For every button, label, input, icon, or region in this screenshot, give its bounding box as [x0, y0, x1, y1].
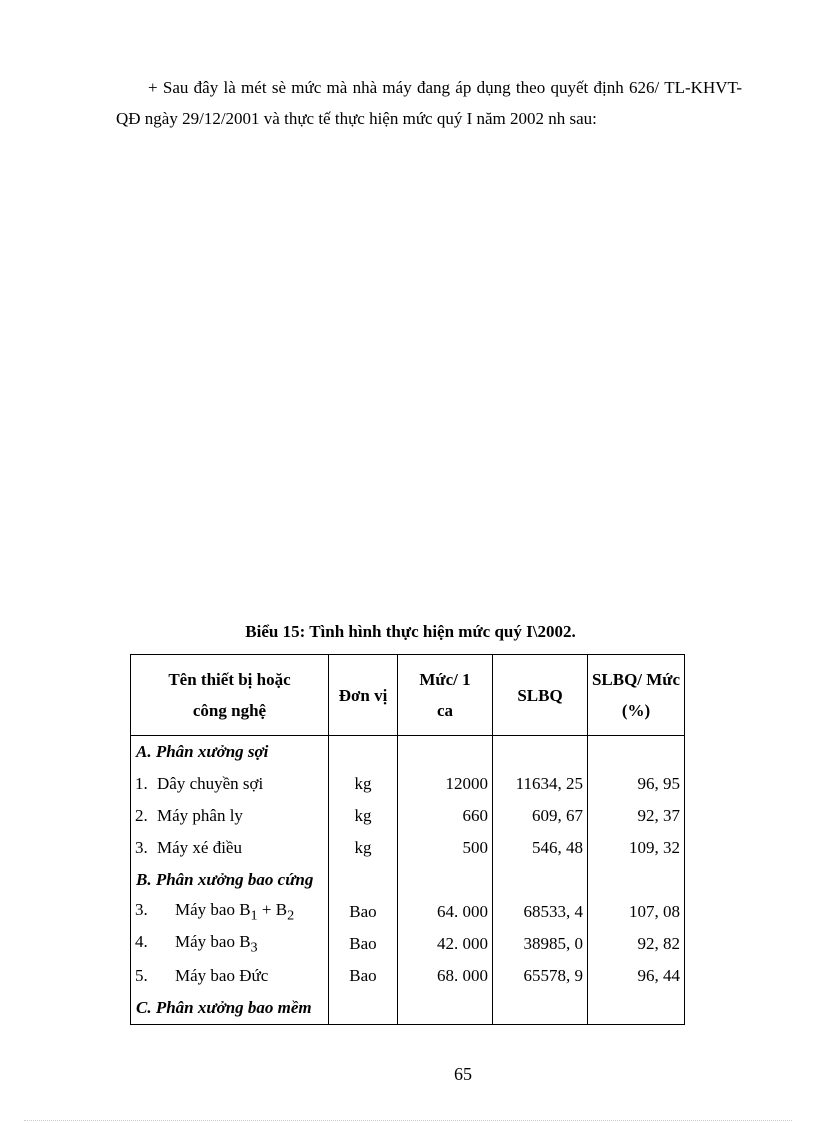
row-unit: Bao [329, 928, 398, 960]
header-name-line2: công nghệ [192, 701, 267, 720]
header-pct-line1: SLBQ/ Mức [591, 670, 681, 689]
row-name-sub1: 1 [250, 907, 258, 924]
empty-cell [398, 736, 493, 769]
row-name-cell [131, 928, 329, 960]
row-unit: Bao [329, 960, 398, 992]
row-rate: 42. 000 [398, 928, 493, 960]
section-label-c: C. Phân xưởng bao mềm [131, 992, 329, 1025]
row-name-cell [131, 768, 329, 800]
table-row [131, 960, 685, 992]
row-pct: 96, 95 [588, 768, 685, 800]
row-number: 5. [135, 966, 148, 985]
header-rate-line2: ca [436, 701, 454, 720]
norm-table [130, 654, 685, 1025]
row-unit: Bao [329, 896, 398, 928]
empty-cell [493, 864, 588, 896]
section-row-b [131, 864, 685, 896]
header-rate [398, 655, 493, 736]
empty-cell [588, 864, 685, 896]
table-row [131, 896, 685, 928]
row-rate: 12000 [398, 768, 493, 800]
empty-cell [329, 736, 398, 769]
row-rate: 68. 000 [398, 960, 493, 992]
header-name-line1: Tên thiết bị hoặc [168, 670, 291, 689]
row-name: Máy xé điều [157, 838, 242, 857]
row-name-mid: + B [257, 899, 288, 919]
row-pct: 109, 32 [588, 832, 685, 864]
row-name: Máy phân ly [157, 806, 243, 825]
table-row [131, 928, 685, 960]
row-name: Máy bao Đức [175, 966, 269, 985]
header-pct-line2: (%) [621, 701, 651, 720]
row-number: 2. [135, 806, 148, 825]
table-row [131, 768, 685, 800]
page-divider [24, 1120, 792, 1121]
row-unit: kg [329, 768, 398, 800]
intro-text: + Sau đây là mét sè mức mà nhà máy đang áp dụng theo quyết định 626/ TL-KHVT-QĐ ngày 29/12/2001 và thực tế thực hiện mức quý I năm 2002 nh sau: [116, 78, 742, 128]
row-slbq: 38985, 0 [493, 928, 588, 960]
row-number: 3. [135, 838, 148, 857]
row-slbq: 11634, 25 [493, 768, 588, 800]
table-row [131, 832, 685, 864]
row-rate: 660 [398, 800, 493, 832]
table-caption: Biểu 15: Tình hình thực hiện mức quý I\2002. [245, 622, 576, 641]
row-name-sub1: 3 [250, 939, 258, 956]
row-name-cell [131, 832, 329, 864]
empty-cell [398, 992, 493, 1025]
empty-cell [329, 992, 398, 1025]
row-unit: kg [329, 800, 398, 832]
row-rate: 500 [398, 832, 493, 864]
row-number: 1. [135, 774, 148, 793]
row-name-cell [131, 800, 329, 832]
header-name [131, 655, 329, 736]
row-slbq: 65578, 9 [493, 960, 588, 992]
row-slbq: 68533, 4 [493, 896, 588, 928]
row-pct: 92, 37 [588, 800, 685, 832]
header-unit: Đơn vị [329, 655, 398, 736]
empty-cell [493, 992, 588, 1025]
row-name-sub2: 2 [287, 907, 295, 924]
table-row [131, 800, 685, 832]
row-pct: 107, 08 [588, 896, 685, 928]
empty-cell [329, 864, 398, 896]
intro-paragraph [116, 72, 742, 134]
section-label-a: A. Phân xưởng sợi [131, 736, 329, 769]
header-rate-line1: Mức/ 1 [419, 670, 471, 689]
row-name-cell [131, 960, 329, 992]
row-slbq: 609, 67 [493, 800, 588, 832]
section-row-a [131, 736, 685, 769]
page-number: 65 [454, 1064, 472, 1084]
row-unit: kg [329, 832, 398, 864]
row-rate: 64. 000 [398, 896, 493, 928]
row-name-prefix: Máy bao B [175, 899, 251, 919]
section-row-c [131, 992, 685, 1025]
row-pct: 92, 82 [588, 928, 685, 960]
empty-cell [588, 736, 685, 769]
header-pct [588, 655, 685, 736]
row-name: Dây chuyền sợi [157, 774, 264, 793]
header-slbq: SLBQ [493, 655, 588, 736]
table-header-row [131, 655, 685, 736]
row-number: 4. [135, 931, 148, 951]
row-number: 3. [135, 899, 148, 919]
empty-cell [493, 736, 588, 769]
section-label-b: B. Phân xưởng bao cứng [131, 864, 329, 896]
row-name-cell [131, 896, 329, 928]
empty-cell [588, 992, 685, 1025]
empty-cell [398, 864, 493, 896]
row-name-prefix: Máy bao B [175, 931, 251, 951]
row-slbq: 546, 48 [493, 832, 588, 864]
row-pct: 96, 44 [588, 960, 685, 992]
